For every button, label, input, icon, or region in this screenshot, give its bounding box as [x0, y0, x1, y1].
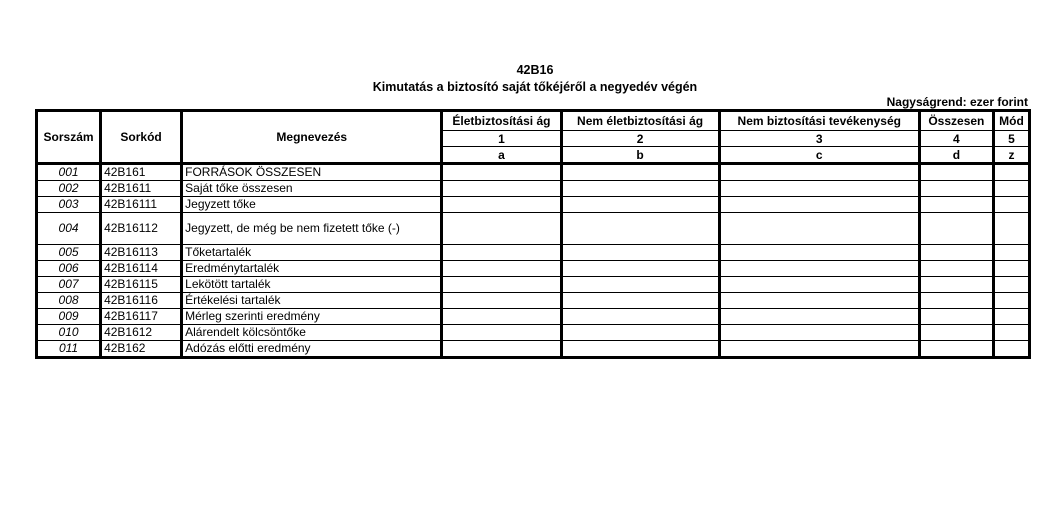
cell-col-b[interactable] — [561, 325, 719, 341]
cell-col-b[interactable] — [561, 197, 719, 213]
col-letter-z: z — [993, 147, 1029, 164]
row-sorkod: 42B16113 — [101, 245, 182, 261]
table-row — [37, 309, 1030, 325]
cell-col-d[interactable] — [919, 164, 993, 181]
table-row — [37, 325, 1030, 341]
cell-col-a[interactable] — [442, 245, 561, 261]
cell-col-c[interactable] — [719, 325, 919, 341]
cell-col-d[interactable] — [919, 277, 993, 293]
col-num-b: 2 — [561, 131, 719, 147]
cell-col-b[interactable] — [561, 261, 719, 277]
cell-col-d[interactable] — [919, 261, 993, 277]
col-num-c: 3 — [719, 131, 919, 147]
cell-col-b[interactable] — [561, 341, 719, 358]
table-row — [37, 164, 1030, 181]
cell-col-z[interactable] — [993, 245, 1029, 261]
header-sorkod: Sorkód — [101, 111, 182, 164]
row-megnevezes: Jegyzett tőke — [182, 197, 442, 213]
cell-col-c[interactable] — [719, 245, 919, 261]
header-megnevezes: Megnevezés — [182, 111, 442, 164]
cell-col-d[interactable] — [919, 245, 993, 261]
header-col-z: Mód — [993, 111, 1029, 131]
cell-col-z[interactable] — [993, 277, 1029, 293]
row-sorkod: 42B16117 — [101, 309, 182, 325]
form-code: 42B16 — [516, 63, 554, 77]
row-sorkod: 42B16115 — [101, 277, 182, 293]
row-sorkod: 42B16112 — [101, 213, 182, 245]
row-megnevezes: Saját tőke összesen — [182, 181, 442, 197]
header-col-b: Nem életbiztosítási ág — [561, 111, 719, 131]
cell-col-a[interactable] — [442, 293, 561, 309]
cell-col-z[interactable] — [993, 197, 1029, 213]
cell-col-d[interactable] — [919, 341, 993, 358]
cell-col-a[interactable] — [442, 277, 561, 293]
cell-col-z[interactable] — [993, 181, 1029, 197]
header-col-d: Összesen — [919, 111, 993, 131]
cell-col-b[interactable] — [561, 181, 719, 197]
cell-col-c[interactable] — [719, 309, 919, 325]
row-sorkod: 42B16116 — [101, 293, 182, 309]
table-row — [37, 261, 1030, 277]
cell-col-a[interactable] — [442, 181, 561, 197]
cell-col-b[interactable] — [561, 245, 719, 261]
table-row — [37, 293, 1030, 309]
unit-label: Nagyságrend: ezer forint — [886, 95, 1028, 109]
cell-col-a[interactable] — [442, 197, 561, 213]
cell-col-c[interactable] — [719, 164, 919, 181]
cell-col-b[interactable] — [561, 164, 719, 181]
cell-col-z[interactable] — [993, 293, 1029, 309]
cell-col-d[interactable] — [919, 213, 993, 245]
cell-col-c[interactable] — [719, 181, 919, 197]
row-sorszam: 003 — [37, 197, 101, 213]
row-megnevezes: Tőketartalék — [182, 245, 442, 261]
cell-col-a[interactable] — [442, 325, 561, 341]
row-sorkod: 42B1612 — [101, 325, 182, 341]
header-sorszam: Sorszám — [37, 111, 101, 164]
row-megnevezes: Adózás előtti eredmény — [182, 341, 442, 358]
col-letter-a: a — [442, 147, 561, 164]
table-row — [37, 245, 1030, 261]
cell-col-d[interactable] — [919, 181, 993, 197]
row-megnevezes: Alárendelt kölcsöntőke — [182, 325, 442, 341]
row-megnevezes: Eredménytartalék — [182, 261, 442, 277]
cell-col-c[interactable] — [719, 341, 919, 358]
row-sorkod: 42B16114 — [101, 261, 182, 277]
cell-col-a[interactable] — [442, 261, 561, 277]
row-sorszam: 010 — [37, 325, 101, 341]
cell-col-a[interactable] — [442, 164, 561, 181]
row-megnevezes: Jegyzett, de még be nem fizetett tőke (-) — [182, 213, 442, 245]
row-sorszam: 001 — [37, 164, 101, 181]
capital-table — [35, 109, 1031, 359]
table-row — [37, 197, 1030, 213]
row-sorkod: 42B1611 — [101, 181, 182, 197]
cell-col-a[interactable] — [442, 213, 561, 245]
col-num-z: 5 — [993, 131, 1029, 147]
row-sorszam: 008 — [37, 293, 101, 309]
cell-col-a[interactable] — [442, 341, 561, 358]
cell-col-c[interactable] — [719, 277, 919, 293]
row-sorszam: 002 — [37, 181, 101, 197]
cell-col-d[interactable] — [919, 293, 993, 309]
cell-col-a[interactable] — [442, 309, 561, 325]
table-row — [37, 181, 1030, 197]
cell-col-c[interactable] — [719, 293, 919, 309]
table-row — [37, 341, 1030, 358]
row-megnevezes: Értékelési tartalék — [182, 293, 442, 309]
col-letter-c: c — [719, 147, 919, 164]
cell-col-c[interactable] — [719, 261, 919, 277]
cell-col-z[interactable] — [993, 309, 1029, 325]
row-sorszam: 005 — [37, 245, 101, 261]
row-megnevezes: Mérleg szerinti eredmény — [182, 309, 442, 325]
col-num-d: 4 — [919, 131, 993, 147]
row-sorszam: 004 — [37, 213, 101, 245]
cell-col-b[interactable] — [561, 309, 719, 325]
col-num-a: 1 — [442, 131, 561, 147]
cell-col-c[interactable] — [719, 197, 919, 213]
row-sorkod: 42B161 — [101, 164, 182, 181]
cell-col-z[interactable] — [993, 164, 1029, 181]
table-row — [37, 213, 1030, 245]
cell-col-b[interactable] — [561, 277, 719, 293]
cell-col-z[interactable] — [993, 213, 1029, 245]
table-row — [37, 277, 1030, 293]
cell-col-z[interactable] — [993, 325, 1029, 341]
cell-col-z[interactable] — [993, 261, 1029, 277]
col-letter-d: d — [919, 147, 993, 164]
row-sorkod: 42B162 — [101, 341, 182, 358]
col-letter-b: b — [561, 147, 719, 164]
row-sorszam: 006 — [37, 261, 101, 277]
cell-col-b[interactable] — [561, 213, 719, 245]
form-title: Kimutatás a biztosító saját tőkéjéről a negyedév végén — [372, 80, 698, 94]
row-sorszam: 009 — [37, 309, 101, 325]
row-sorszam: 007 — [37, 277, 101, 293]
cell-col-d[interactable] — [919, 309, 993, 325]
cell-col-z[interactable] — [993, 341, 1029, 358]
row-sorkod: 42B16111 — [101, 197, 182, 213]
row-sorszam: 011 — [37, 341, 101, 358]
row-megnevezes: Lekötött tartalék — [182, 277, 442, 293]
header-col-a: Életbiztosítási ág — [442, 111, 561, 131]
cell-col-d[interactable] — [919, 197, 993, 213]
header-col-c: Nem biztosítási tevékenység — [719, 111, 919, 131]
cell-col-b[interactable] — [561, 293, 719, 309]
cell-col-d[interactable] — [919, 325, 993, 341]
cell-col-c[interactable] — [719, 213, 919, 245]
row-megnevezes: FORRÁSOK ÖSSZESEN — [182, 164, 442, 181]
